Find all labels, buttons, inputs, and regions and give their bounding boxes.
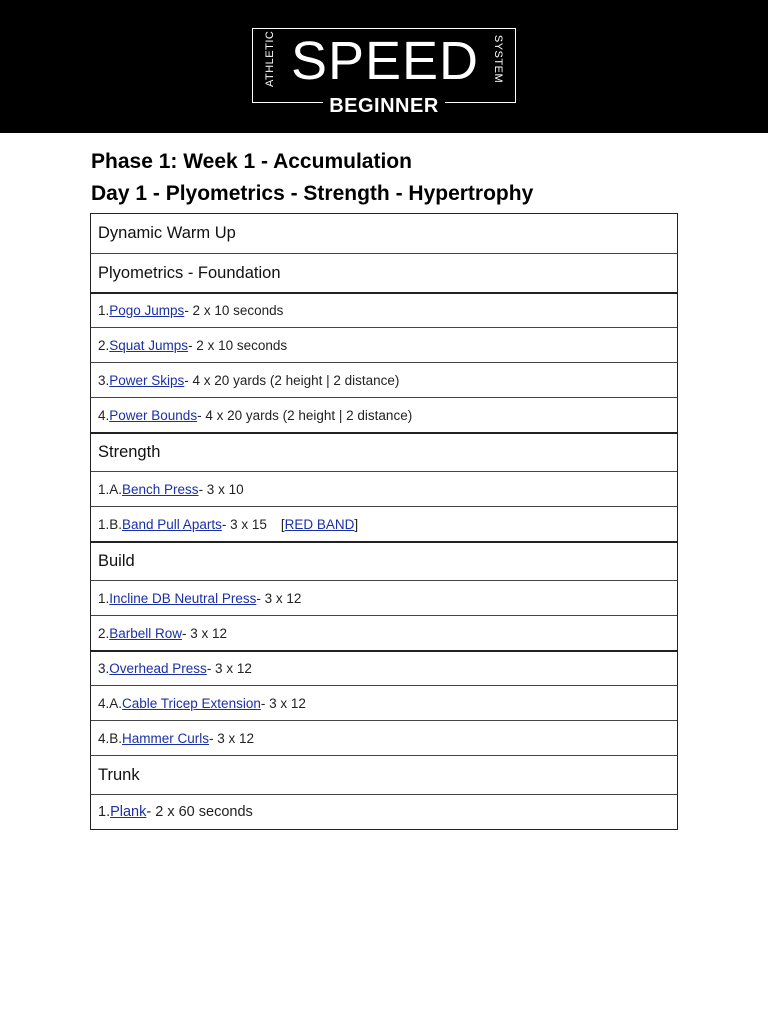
logo-system-text: SYSTEM [492,34,504,84]
equipment-link[interactable]: RED BAND [284,516,355,532]
section-plyometrics [91,253,677,292]
exercise-number: 4.A. [98,695,123,711]
exercise-row [91,506,677,541]
exercise-link[interactable]: Barbell Row [109,625,183,641]
day-title: Day 1 - Plyometrics - Strength - Hypertrophy [91,182,534,205]
phase-title: Phase 1: Week 1 - Accumulation [91,150,412,173]
exercise-row [91,362,677,397]
exercise-row [91,794,677,829]
exercise-row [91,397,677,432]
exercise-number: 3. [98,661,110,676]
exercise-prescription: - 3 x 12 [260,695,306,711]
exercise-number: 2. [98,337,110,353]
exercise-link[interactable]: Incline DB Neutral Press [109,590,257,606]
exercise-prescription: - 3 x 15 [221,516,267,532]
logo-beginner-text: BEGINNER [323,95,445,117]
exercise-number: 1.B. [98,516,123,532]
exercise-number: 2. [98,625,110,641]
exercise-link[interactable]: Band Pull Aparts [122,516,222,532]
exercise-link[interactable]: Power Skips [109,372,185,388]
exercise-prescription: - 2 x 10 seconds [184,303,284,318]
section-label: Build [98,552,135,570]
section-label: Dynamic Warm Up [98,224,236,242]
exercise-row [91,327,677,362]
exercise-prescription: - 4 x 20 yards (2 height | 2 distance) [184,372,400,388]
exercise-number: 3. [98,372,110,388]
exercise-row [91,720,677,755]
exercise-link[interactable]: Hammer Curls [122,730,210,746]
exercise-link[interactable]: Overhead Press [109,661,207,676]
exercise-number: 1. [98,590,110,606]
exercise-prescription: - 3 x 12 [256,590,302,606]
exercise-number: 1. [98,804,111,820]
logo-athletic-text: ATHLETIC [264,30,276,87]
logo-main-text: SPEED [290,31,480,91]
section-trunk [91,755,677,794]
exercise-prescription: - 3 x 12 [206,661,252,676]
workout-table [90,213,678,830]
exercise-link[interactable]: Plank [110,804,147,820]
exercise-link[interactable]: Pogo Jumps [109,303,185,318]
exercise-prescription: - 4 x 20 yards (2 height | 2 distance) [197,407,413,423]
section-label: Strength [98,443,161,461]
exercise-row [91,471,677,506]
header-banner [0,0,768,133]
logo-sub [253,96,515,116]
exercise-row [91,650,677,685]
exercise-prescription: - 2 x 60 seconds [146,804,253,820]
bracket-close: ] [354,516,359,532]
exercise-link[interactable]: Bench Press [122,481,199,497]
exercise-row [91,292,677,327]
exercise-link[interactable]: Squat Jumps [109,337,189,353]
exercise-prescription: - 3 x 12 [209,730,255,746]
exercise-prescription: - 3 x 12 [182,625,228,641]
speed-system-logo [252,28,516,117]
bracket-open: [ [280,516,285,532]
section-warmup [91,214,677,253]
section-label: Trunk [98,765,140,784]
exercise-row [91,615,677,650]
exercise-number: 4. [98,407,110,423]
section-build [91,541,677,580]
section-strength [91,432,677,471]
exercise-row [91,685,677,720]
exercise-number: 1.A. [98,481,123,497]
exercise-number: 1. [98,303,110,318]
exercise-link[interactable]: Cable Tricep Extension [122,695,261,711]
exercise-row [91,580,677,615]
section-label: Plyometrics - Foundation [98,263,281,282]
exercise-prescription: - 2 x 10 seconds [188,337,288,353]
exercise-link[interactable]: Power Bounds [109,407,198,423]
exercise-number: 4.B. [98,730,123,746]
exercise-prescription: - 3 x 10 [198,481,244,497]
